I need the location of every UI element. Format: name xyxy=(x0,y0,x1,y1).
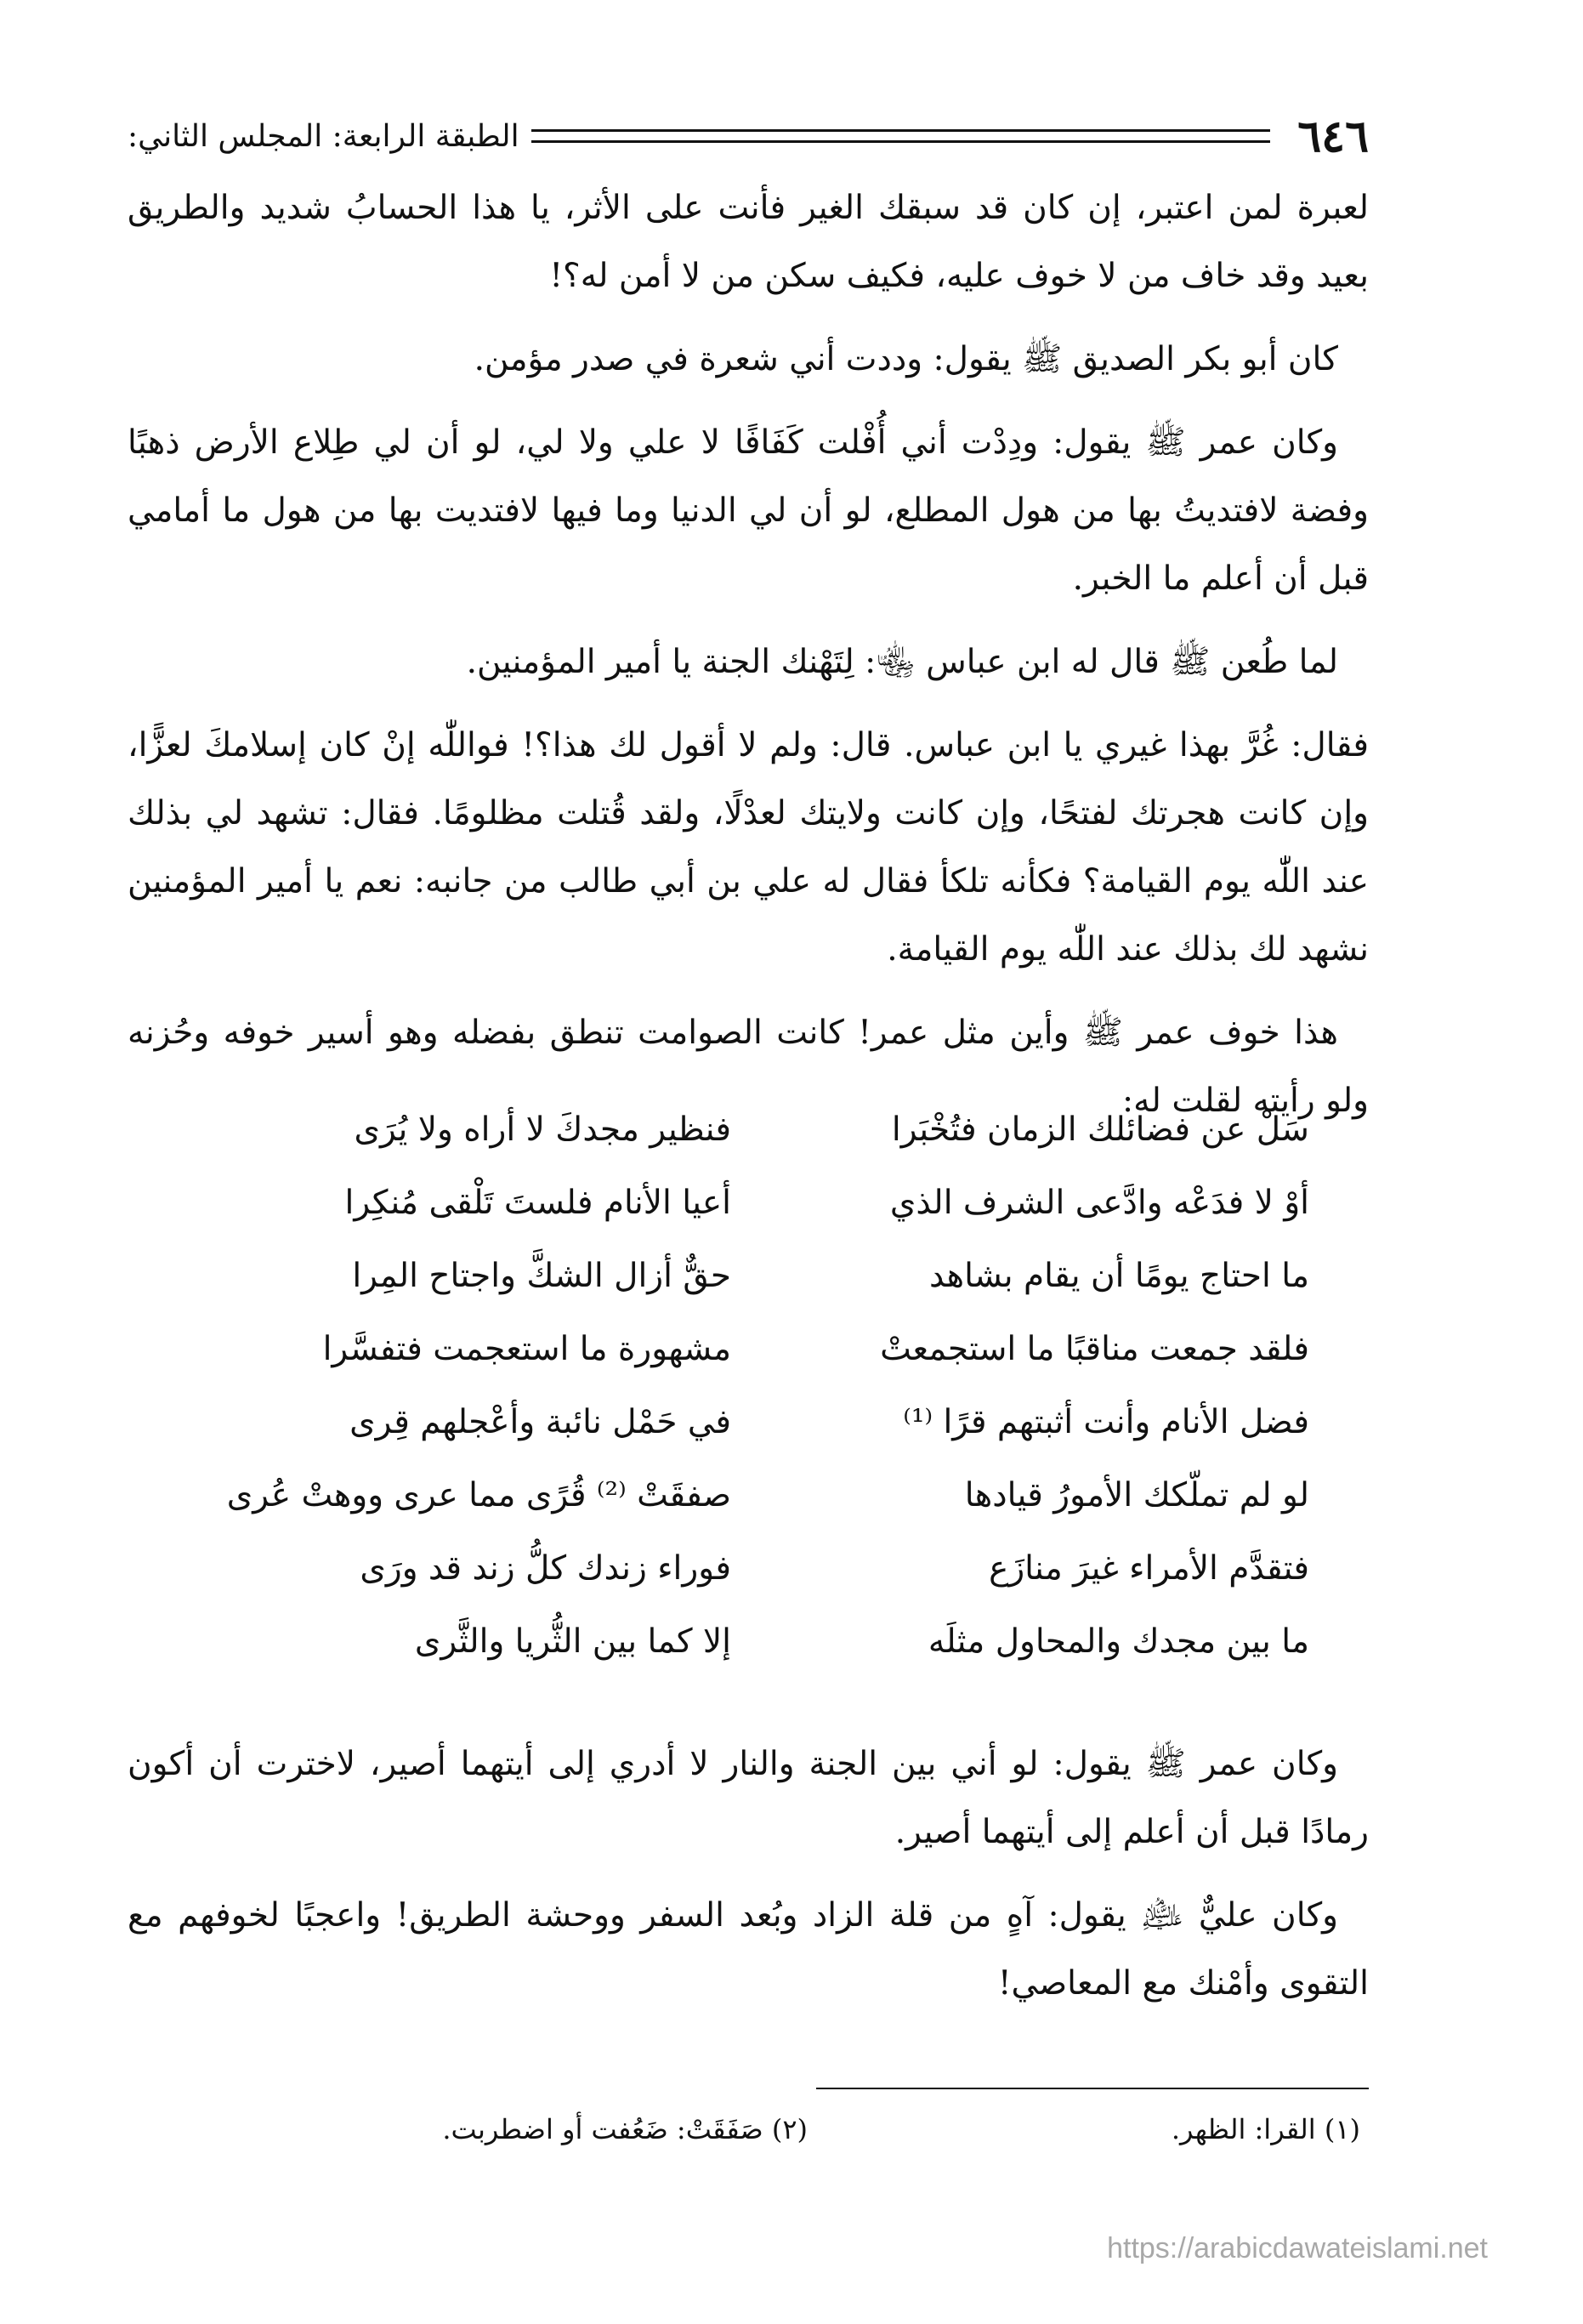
verse-first-hemistich: ما بين مجدك والمحاول مثلَه xyxy=(928,1622,1309,1661)
verse-second-hemistich: أعيا الأنام فلستَ تَلْقى مُنكِرا xyxy=(344,1183,731,1222)
verse-first-hemistich: فلقد جمعت مناقبًا ما استجمعتْ xyxy=(880,1329,1309,1368)
verse-line xyxy=(170,1312,1343,1385)
verse-first-hemistich: أوْ لا فدَعْه وادَّعى الشرف الذي xyxy=(889,1183,1309,1222)
verse-first-hemistich: ما احتاج يومًا أن يقام بشاهد xyxy=(929,1256,1309,1295)
verse-line xyxy=(170,1093,1343,1166)
paragraph: كان أبو بكر الصديق ﷺ يقول: وددت أني شعرة في صدر مؤمن. xyxy=(474,340,1338,378)
verse-line xyxy=(170,1531,1343,1605)
verse-second-hemistich: صفقَتْ ⁽²⁾ قُرًى مما عرى ووهتْ عُرى xyxy=(226,1475,731,1514)
closing-text xyxy=(128,1730,1369,2033)
verse-second-hemistich: إلا كما بين الثُّريا والثَّرى xyxy=(414,1622,731,1661)
header-divider xyxy=(531,129,1271,143)
verse-second-hemistich: مشهورة ما استعجمت فتفسَّرا xyxy=(322,1329,731,1368)
verse-line xyxy=(170,1605,1343,1678)
paragraph: فقال: غُرَّ بهذا غيري يا ابن عباس. قال: ولم لا أقول لك هذا؟! فواللّٰه إنْ كان إسلامكَ لعزًّا، وإن كانت هجرتك لفتحًا، وإن كانت ولايتك لعدْلًا، ولقد قُتلت مظلومًا. فقال: تشهد لي بذلك عند اللّٰه يوم القيامة؟ فكأنه تلكأ فقال له علي بن أبي طالب من جانبه: نعم يا أمير المؤمنين نشهد لك بذلك عند اللّٰه يوم القيامة. xyxy=(128,726,1369,969)
verse-first-hemistich: فتقدَّم الأمراء غيرَ منازَع xyxy=(989,1548,1309,1588)
verse-second-hemistich: حقٌّ أزال الشكَّ واجتاح المِرا xyxy=(352,1256,731,1295)
poem xyxy=(170,1093,1343,1678)
footnote: (١) القرا: الظهر. xyxy=(1171,2113,1360,2145)
main-text xyxy=(128,174,1369,1151)
verse-line xyxy=(170,1166,1343,1239)
verse-line xyxy=(170,1385,1343,1458)
running-title: الطبقة الرابعة: المجلس الثاني: xyxy=(128,118,519,154)
verse-line xyxy=(170,1239,1343,1312)
paragraph: لعبرة لمن اعتبر، إن كان قد سبقك الغير فأنت على الأثر، يا هذا الحسابُ شديد والطريق بعيد وقد خاف من لا خوف عليه، فكيف سكن من لا أمن له؟! xyxy=(128,189,1369,295)
verse-second-hemistich: في حَمْل نائبة وأعْجلهم قِرى xyxy=(349,1402,731,1441)
paragraph: لما طُعن ﷺ قال له ابن عباس ﵄: لِتَهْنك الجنة يا أمير المؤمنين. xyxy=(466,643,1338,681)
paragraph: هذا خوف عمر ﷺ وأين مثل عمر! كانت الصوامت تنطق بفضله وهو أسير خوفه وحُزنه ولو رأيته لقلت له: xyxy=(128,1014,1369,1120)
page-number: ٦٤٦ xyxy=(1297,110,1369,162)
verse-first-hemistich: لو لم تملّكك الأمورُ قيادها xyxy=(964,1475,1309,1514)
verse-second-hemistich: فوراء زندك كلُّ زند قد ورَى xyxy=(360,1548,731,1588)
paragraph: وكان عمر ﷺ يقول: لو أني بين الجنة والنار لا أدري إلى أيتهما أصير، لاخترت أن أكون رمادًا قبل أن أعلم إلى أيتهما أصير. xyxy=(128,1745,1369,1851)
verse-first-hemistich: فضل الأنام وأنت أثبتهم قرًا ⁽¹⁾ xyxy=(903,1402,1309,1441)
page-header xyxy=(128,111,1369,162)
footnote: (٢) صَفَقَتْ: ضَعُفت أو اضطربت. xyxy=(442,2113,808,2145)
verse-line xyxy=(170,1458,1343,1531)
verse-first-hemistich: سَلْ عن فضائلك الزمان فتُخْبَرا xyxy=(891,1110,1309,1149)
watermark-url: https://arabicdawateislami.net xyxy=(1107,2232,1488,2264)
verse-second-hemistich: فنظير مجدكَ لا أراه ولا يُرَى xyxy=(354,1110,731,1149)
paragraph: وكان عمر ﷺ يقول: ودِدْت أني أُفْلت كَفَافًا لا علي ولا لي، لو أن لي طِلاع الأرض ذهبًا وفضة لافتديتُ بها من هول المطلع، لو أن لي الدنيا وما فيها لافتديت بها من هول ما أمامي قبل أن أعلم ما الخبر. xyxy=(128,423,1369,598)
paragraph: وكان عليٌّ ﵇ يقول: آهٍ من قلة الزاد وبُعد السفر ووحشة الطريق! واعجبًا لخوفهم مع التقوى وأمْنك مع المعاصي! xyxy=(128,1896,1369,2003)
footnotes xyxy=(128,2113,1369,2145)
footnote-divider xyxy=(816,2088,1369,2089)
